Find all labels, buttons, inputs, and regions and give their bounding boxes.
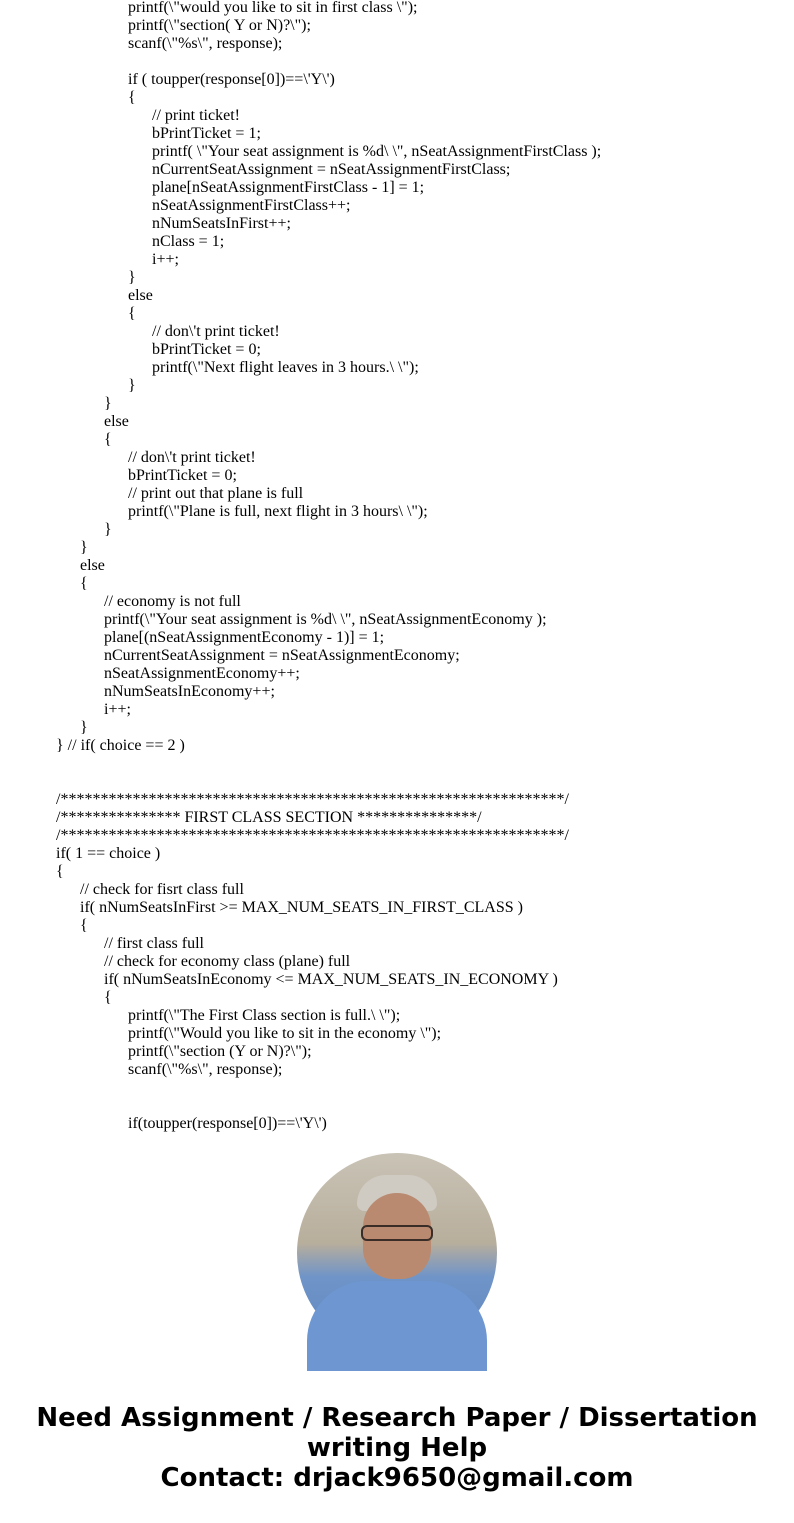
code-line: }: [104, 521, 112, 538]
promo-footer: [0, 1403, 794, 1493]
code-line: else: [128, 287, 153, 304]
code-line: bPrintTicket = 0;: [128, 467, 237, 484]
code-line: [0, 755, 794, 773]
code-line: /*************** FIRST CLASS SECTION ***************/: [56, 809, 482, 826]
code-line: scanf(\"%s\", response);: [128, 35, 283, 52]
code-line: // economy is not full: [104, 593, 241, 610]
code-line: {: [104, 431, 112, 448]
code-line: printf(\"Plane is full, next flight in 3 hours\ \");: [128, 503, 428, 520]
promo-line-1: Need Assignment / Research Paper / Dissertation: [36, 1403, 758, 1433]
code-line: // check for fisrt class full: [80, 881, 244, 898]
code-line: }: [128, 269, 136, 286]
code-line: {: [128, 89, 136, 106]
code-line: /***************************************************************/: [56, 827, 569, 844]
code-line: printf( \"Your seat assignment is %d\ \", nSeatAssignmentFirstClass );: [152, 143, 602, 160]
code-line: {: [104, 989, 112, 1006]
code-line: else: [80, 557, 105, 574]
code-line: printf(\"would you like to sit in first class \");: [128, 0, 418, 16]
code-line: [0, 1079, 794, 1097]
code-line: printf(\"section (Y or N)?\");: [128, 1043, 312, 1060]
promo-line-2: writing Help: [306, 1433, 488, 1463]
code-line: }: [80, 719, 88, 736]
code-line: }: [104, 395, 112, 412]
code-line: if( 1 == choice ): [56, 845, 161, 862]
code-line: bPrintTicket = 0;: [152, 341, 261, 358]
code-line: printf(\"The First Class section is full.\ \");: [128, 1007, 401, 1024]
code-line: [0, 773, 794, 791]
code-line: i++;: [104, 701, 131, 718]
code-line: if( nNumSeatsInFirst >= MAX_NUM_SEATS_IN_FIRST_CLASS ): [80, 899, 523, 916]
code-line: [0, 1097, 794, 1115]
code-line: {: [56, 863, 64, 880]
code-line: /***************************************************************/: [56, 791, 569, 808]
code-line: printf(\"section( Y or N)?\");: [128, 17, 311, 34]
code-line: if ( toupper(response[0])==\'Y\'): [128, 71, 335, 88]
code-line: if( nNumSeatsInEconomy <= MAX_NUM_SEATS_IN_ECONOMY ): [104, 971, 558, 988]
code-line: nSeatAssignmentEconomy++;: [104, 665, 300, 682]
code-line: // don\'t print ticket!: [152, 323, 280, 340]
code-line: {: [80, 917, 88, 934]
code-line: nNumSeatsInFirst++;: [152, 215, 291, 232]
code-line: nSeatAssignmentFirstClass++;: [152, 197, 351, 214]
code-line: // don\'t print ticket!: [128, 449, 256, 466]
code-line: }: [128, 377, 136, 394]
promo-contact[interactable]: Contact: drjack9650@gmail.com: [160, 1463, 634, 1493]
code-line: nCurrentSeatAssignment = nSeatAssignmentFirstClass;: [152, 161, 511, 178]
code-line: plane[(nSeatAssignmentEconomy - 1)] = 1;: [104, 629, 385, 646]
code-line: plane[nSeatAssignmentFirstClass - 1] = 1;: [152, 179, 425, 196]
code-line: printf(\"Your seat assignment is %d\ \", nSeatAssignmentEconomy );: [104, 611, 547, 628]
code-line: printf(\"Would you like to sit in the economy \");: [128, 1025, 442, 1042]
code-line: printf(\"Next flight leaves in 3 hours.\ \");: [152, 359, 419, 376]
code-line: if(toupper(response[0])==\'Y\'): [128, 1115, 327, 1132]
code-line: {: [128, 305, 136, 322]
code-line: bPrintTicket = 1;: [152, 125, 261, 142]
code-line: nNumSeatsInEconomy++;: [104, 683, 275, 700]
code-line: // check for economy class (plane) full: [104, 953, 351, 970]
code-line: // first class full: [104, 935, 204, 952]
code-line: scanf(\"%s\", response);: [128, 1061, 283, 1078]
code-line: else: [104, 413, 129, 430]
code-line: nCurrentSeatAssignment = nSeatAssignmentEconomy;: [104, 647, 460, 664]
code-line: }: [80, 539, 88, 556]
code-line: [0, 53, 794, 71]
author-avatar: [297, 1153, 497, 1353]
code-line: nClass = 1;: [152, 233, 225, 250]
code-line: // print ticket!: [152, 107, 240, 124]
code-line: {: [80, 575, 88, 592]
code-line: // print out that plane is full: [128, 485, 304, 502]
code-line: } // if( choice == 2 ): [56, 737, 185, 754]
code-line: i++;: [152, 251, 179, 268]
